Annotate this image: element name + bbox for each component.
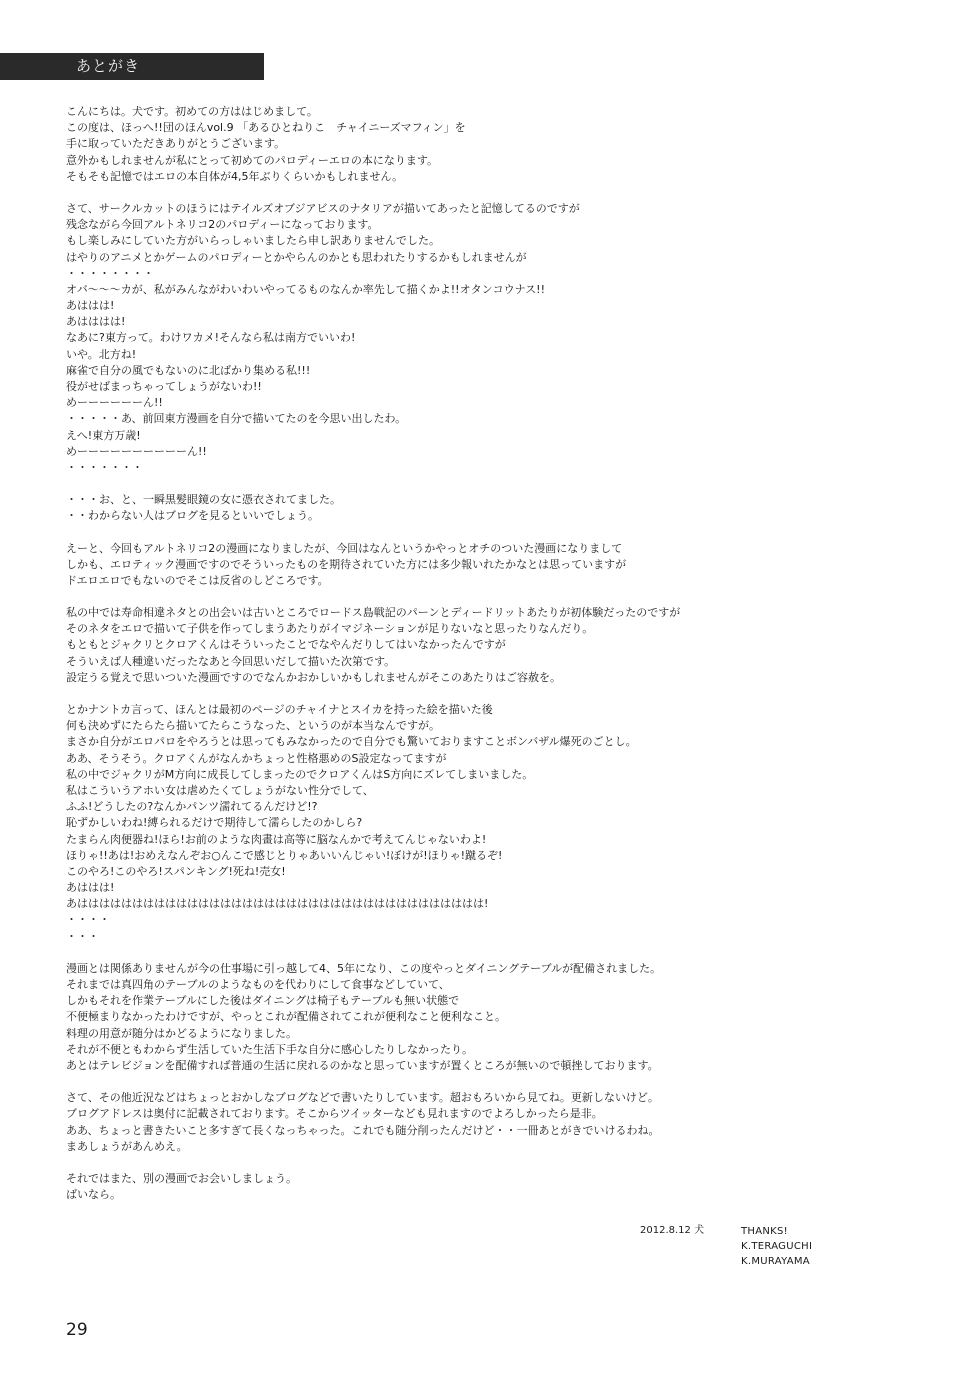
text-line: ふふ!どうしたの?なんかパンツ濡れてるんだけど!? [66, 800, 318, 814]
text-line: あとはテレビジョンを配備すれば普通の生活に戻れるのかなと思っていますが置くところが無いので頓挫しております。 [66, 1058, 659, 1072]
paragraph [66, 201, 926, 476]
text-line: いや。北方ね! [66, 347, 137, 361]
page-number: 29 [66, 1320, 88, 1340]
paragraph [66, 605, 926, 686]
text-line: ・・わからない人はブログを見るといいでしょう。 [66, 509, 319, 523]
text-line: 恥ずかしいわね!縛られるだけで期待して濡らしたのかしら? [66, 816, 363, 830]
text-line: 何も決めずにたらたら描いてたらこうなった、というのが本当なんですが。 [66, 719, 440, 733]
text-line: それが不便ともわからず生活していた生活下手な自分に感心したりしなかったり。 [66, 1042, 473, 1056]
text-line: それではまた、別の漫画でお会いしましょう。 [66, 1171, 297, 1185]
text-line: たまらん肉便器ね!ほら!お前のような肉畫は高等に脳なんかで考えてんじゃないわよ! [66, 832, 487, 846]
paragraph [66, 1090, 926, 1155]
text-line: それまでは真四角のテーブルのようなものを代わりにして食事などしていて、 [66, 978, 450, 991]
text-line: 残念ながら今回アルトネリコ2のパロディーになっております。 [66, 218, 379, 232]
text-line: ばいなら。 [66, 1188, 121, 1202]
text-line: 麻雀で自分の風でもないのに北ばかり集める私!!! [66, 363, 311, 377]
text-line: ・・・・・あ、前回東方漫画を自分で描いてたのを今思い出したわ。 [66, 412, 407, 426]
text-line: 役がせばまっちゃってしょうがないわ!! [66, 380, 262, 393]
text-line: えーと、今回もアルトネリコ2の漫画になりましたが、今回はなんというかやっとオチのついた漫画になりまして [66, 541, 623, 555]
text-line: さて、サークルカットのほうにはテイルズオブジアビスのナタリアが描いてあったと記憶してるのですが [66, 201, 580, 215]
text-line: えへ!東方万歳! [66, 428, 141, 442]
text-line: まあしょうがあんめえ。 [66, 1139, 188, 1153]
paragraph [66, 492, 926, 524]
text-line: めーーーーーーーーーーん!! [66, 444, 207, 458]
text-line: あはははは! [66, 315, 126, 329]
text-line: まさか自分がエロパロをやろうとは思ってもみなかったので自分でも驚いておりますことボンバザル爆死のごとし。 [66, 735, 637, 749]
text-line: しかも、エロティック漫画ですのでそういったものを期待されていた方には多少報いれたかなとは思っていますが [66, 557, 627, 571]
text-line: ああ、そうそう。クロアくんがなんかちょっと性格悪めのS設定なってますが [66, 751, 447, 765]
text-line: さて、その他近況などはちょっとおかしなブログなどで書いたりしています。超おもろいから見てね。更新しないけど。 [66, 1091, 659, 1105]
text-line: 漫画とは関係ありませんが今の仕事場に引っ越して4、5年になり、この度やっとダイニングテーブルが配備されました。 [66, 961, 662, 975]
afterword-body [66, 104, 926, 1219]
text-line: ああ、ちょっと書きたいこと多すぎて長くなっちゃった。これでも随分削ったんだけど・・一冊あとがきでいけるわね。 [66, 1123, 660, 1137]
text-line: あははは! [66, 881, 115, 895]
text-line: 手に取っていただきありがとうございます。 [66, 137, 286, 151]
text-line: ドエロエロでもないのでそこは反省のしどころです。 [66, 573, 329, 587]
text-line: めーーーーーーん!! [66, 396, 163, 410]
text-line: あははははははははははははははははははははははははははははははははははははは! [66, 897, 489, 911]
paragraph [66, 702, 926, 945]
text-line: 私の中でジャクリがM方向に成長してしまったのでクロアくんはS方向にズレてしまいました。 [66, 767, 534, 781]
paragraph [66, 961, 926, 1074]
text-line: こんにちは。犬です。初めての方ははじめまして。 [66, 105, 318, 118]
text-line: そういえば人種違いだったなあと今回思いだして描いた次第です。 [66, 654, 396, 668]
text-line: そもそも記憶ではエロの本自体が4,5年ぶりくらいかもしれません。 [66, 169, 404, 183]
text-line: もともとジャクリとクロアくんはそういったことでなやんだりしてはいなかったんですが [66, 638, 506, 652]
text-line: ・・・・・・・・ [66, 266, 154, 280]
text-line: ブログアドレスは奥付に記載されております。そこからツイッターなども見れますのでよろしかったら是非。 [66, 1107, 603, 1121]
afterword-header-bar [0, 53, 264, 80]
text-line: 私はこういうアホい女は虐めたくてしょうがない性分でして、 [66, 783, 374, 797]
date-signature: 2012.8.12 犬 [640, 1225, 705, 1236]
paragraph [66, 104, 926, 185]
text-line: 設定うる覚えで思いついた漫画ですのでなんかおかしいかもしれませんがそこのあたりはご容赦を。 [66, 670, 561, 684]
text-line: とかナントカ言って、ほんとは最初のページのチャイナとスイカを持った絵を描いた後 [66, 703, 493, 716]
afterword-title: あとがき [76, 57, 141, 75]
paragraph [66, 1171, 926, 1203]
credit-line: K.TERAGUCHI [741, 1241, 813, 1252]
text-line: 意外かもしれませんが私にとって初めてのパロディーエロの本になります。 [66, 153, 439, 167]
text-line: しかもそれを作業テーブルにした後はダイニングは椅子もテーブルも無い状態で [66, 994, 460, 1008]
text-line: ・・・ [66, 929, 99, 943]
paragraph [66, 541, 926, 590]
text-line: なあに?東方って。わけワカメ!そんなら私は南方でいいわ! [66, 331, 356, 345]
text-line: ほりゃ!!あは!おめえなんぞお○んこで感じとりゃあいいんじゃい!ぼけが!ほりゃ!蹴るぞ! [66, 848, 503, 862]
text-line: はやりのアニメとかゲームのパロディーとかやらんのかとも思われたりするかもしれませんが [66, 250, 527, 264]
credit-line: K.MURAYAMA [741, 1256, 810, 1267]
text-line: この度は、ほっへ!!団のほんvol.9 「あるひとねりこ チャイニーズマフィン」を [66, 121, 466, 135]
text-line: 不便極まりなかったわけですが、やっとこれが配備されてこれが便利なこと便利なこと。 [66, 1010, 506, 1024]
text-line: オバ〜〜〜カが、私がみんながわいわいやってるものなんか率先して描くかよ!!オタンコウナス!! [66, 282, 545, 296]
text-line: もし楽しみにしていた方がいらっしゃいましたら申し訳ありませんでした。 [66, 234, 440, 248]
text-line: 私の中では寿命相違ネタとの出会いは古いところでロードス島戦記のパーンとディードリットあたりが初体験だったのですが [66, 606, 681, 620]
credits-block [741, 1224, 812, 1269]
text-line: そのネタをエロで描いて子供を作ってしまうあたりがイマジネーションが足りないなと思ったりなんだり。 [66, 622, 594, 636]
credit-line: THANKS! [741, 1226, 788, 1237]
text-line: あははは! [66, 299, 115, 313]
text-line: ・・・お、と、一瞬黒髪眼鏡の女に憑衣されてました。 [66, 493, 341, 507]
text-line: ・・・・・・・ [66, 460, 143, 474]
text-line: 料理の用意が随分はかどるようになりました。 [66, 1026, 297, 1040]
text-line: ・・・・ [66, 913, 110, 927]
text-line: このやろ!このやろ!スパンキング!死ね!売女! [66, 864, 286, 878]
